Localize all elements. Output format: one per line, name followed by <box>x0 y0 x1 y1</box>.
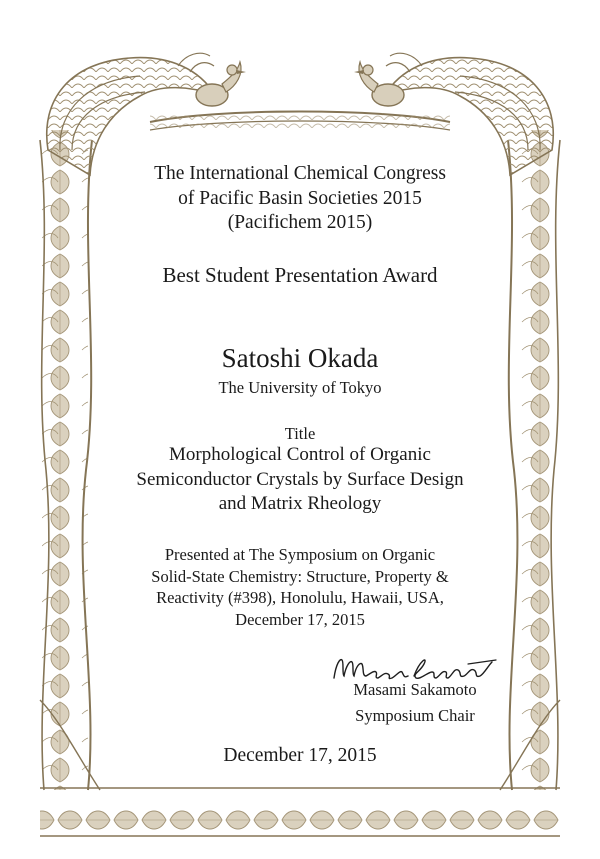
organization-block <box>60 162 540 236</box>
presentation-title-line: and Matrix Rheology <box>218 493 382 514</box>
presentation-title-line: Semiconductor Crystals by Surface Design <box>136 468 464 490</box>
presented-at-line: Solid-State Chemistry: Structure, Property & <box>151 566 449 586</box>
title-label: Title <box>284 424 316 443</box>
presented-at-block <box>60 544 540 630</box>
organization-line: (Pacifichem 2015) <box>227 212 373 233</box>
presentation-title-line: Morphological Control of Organic <box>169 444 431 465</box>
presentation-title <box>60 443 540 517</box>
presented-at-line: Presented at The Symposium on Organic <box>164 545 436 564</box>
recipient-affiliation: The University of Tokyo <box>218 378 382 397</box>
signatory-name: Masami Sakamoto <box>353 680 477 699</box>
issue-date: December 17, 2015 <box>223 745 377 766</box>
signatory-role: Symposium Chair <box>355 706 475 725</box>
organization-line: of Pacific Basin Societies 2015 <box>178 187 422 209</box>
award-title: Best Student Presentation Award <box>162 263 438 287</box>
organization-line: The International Chemical Congress <box>154 163 446 184</box>
presented-at-line: Reactivity (#398), Honolulu, Hawaii, USA, <box>156 588 444 607</box>
recipient-name: Satoshi Okada <box>221 343 379 373</box>
presented-at-line: December 17, 2015 <box>235 609 365 629</box>
